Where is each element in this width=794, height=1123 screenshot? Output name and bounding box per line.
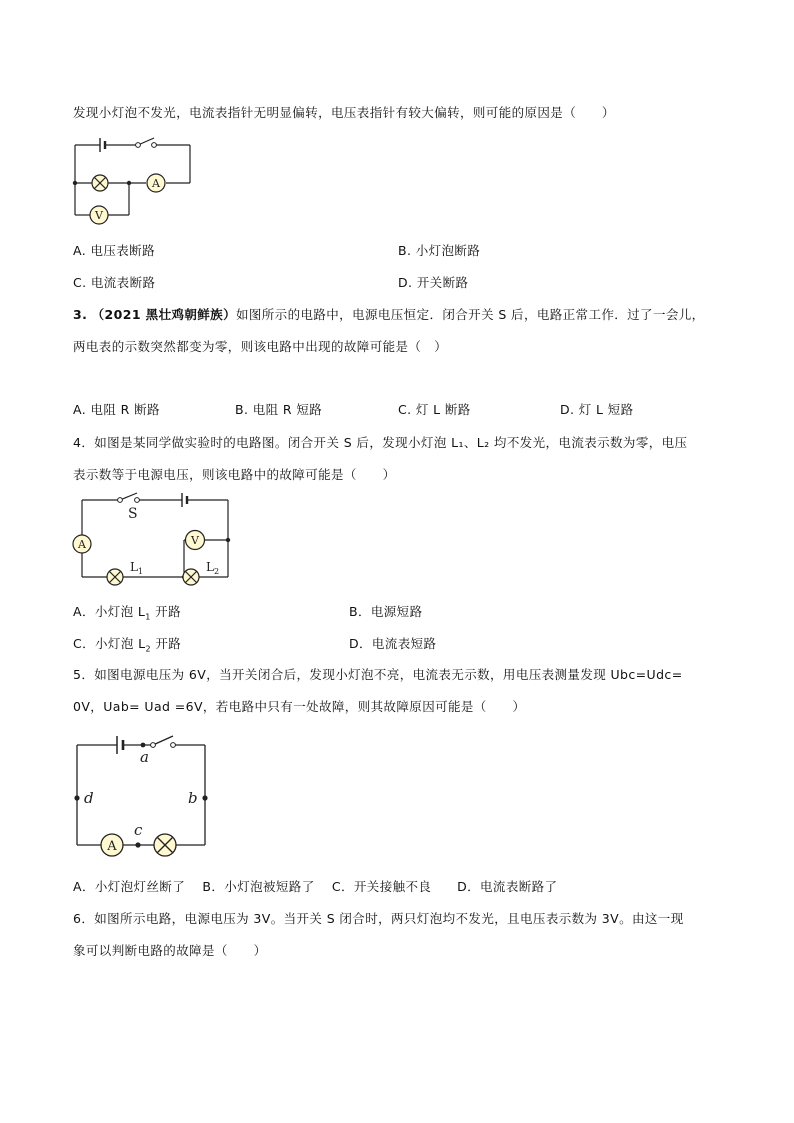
q4-switch-label: S bbox=[128, 506, 138, 522]
q2-circuit-diagram bbox=[70, 130, 195, 225]
q4-stem-line-1: 4．如图是某同学做实验时的电路图。闭合开关 S 后，发现小灯泡 L₁、L₂ 均不发光，电流表示数为零，电压 bbox=[73, 435, 688, 450]
q2-option-d[interactable]: D. 开关断路 bbox=[398, 275, 469, 290]
q6-stem-line-1: 6．如图所示电路，电源电压为 3V。当开关 S 闭合时，两只灯泡均不发光，且电压表示数为 3V。由这一现 bbox=[73, 911, 684, 926]
q5-options[interactable]: A．小灯泡灯丝断了 B．小灯泡被短路了 C．开关接触不良 D．电流表断路了 bbox=[73, 879, 558, 894]
q4-option-b[interactable]: B．电源短路 bbox=[349, 604, 423, 619]
q4-ammeter-label: A bbox=[78, 538, 86, 551]
q3-stem-line-1 bbox=[73, 305, 705, 323]
q4-option-c-suffix: 开路 bbox=[150, 636, 182, 651]
q4-option-a-text: A．小灯泡 L bbox=[73, 604, 146, 619]
q4-option-a[interactable] bbox=[73, 602, 181, 622]
q4-voltmeter-label: V bbox=[191, 534, 199, 547]
q3-option-b[interactable]: B. 电阻 R 短路 bbox=[235, 402, 323, 417]
q4-lamp-2-label: $L_2$ bbox=[206, 560, 220, 576]
q4-option-a-suffix: 开路 bbox=[150, 604, 181, 619]
q3-source: （2021 黑壮鸡朝鲜族） bbox=[91, 307, 236, 322]
q5-point-c-label: c bbox=[134, 821, 143, 839]
q4-option-d[interactable]: D．电流表短路 bbox=[349, 636, 437, 651]
q5-ammeter-label: A bbox=[107, 839, 117, 854]
q4-lamp-2-icon bbox=[183, 569, 199, 585]
q5-point-a-label: a bbox=[140, 748, 149, 766]
q3-number: 3. bbox=[73, 307, 88, 322]
q5-stem-line-2: 0V，Uab= Uad =6V，若电路中只有一处故障，则其故障原因可能是（ ） bbox=[73, 699, 526, 714]
q4-option-c-sub: 2 bbox=[145, 644, 151, 654]
q4-option-c-text: C．小灯泡 L bbox=[73, 636, 146, 651]
q3-stem-line-2: 两电表的示数突然都变为零，则该电路中出现的故障可能是（ ） bbox=[73, 339, 448, 354]
q4-option-a-sub: 1 bbox=[145, 612, 151, 622]
q3-option-a[interactable]: A. 电阻 R 断路 bbox=[73, 402, 160, 417]
q2-option-b[interactable]: B. 小灯泡断路 bbox=[398, 243, 481, 258]
q2-voltmeter-label: V bbox=[95, 209, 103, 222]
q2-ammeter-label: A bbox=[152, 177, 160, 190]
q2-option-a[interactable]: A. 电压表断路 bbox=[73, 243, 155, 258]
q3-option-d[interactable]: D. 灯 L 短路 bbox=[560, 402, 634, 417]
q5-point-b-label: b bbox=[188, 789, 198, 807]
q5-circuit-diagram bbox=[70, 730, 215, 860]
q3-stem-text: 如图所示的电路中，电源电压恒定．闭合开关 S 后，电路正常工作．过了一会儿， bbox=[235, 307, 705, 322]
q5-point-d-label: d bbox=[84, 789, 94, 807]
q4-lamp-1-icon bbox=[107, 569, 123, 585]
q5-lamp-icon bbox=[154, 834, 176, 856]
q4-circuit-diagram bbox=[68, 485, 238, 595]
q2-stem: 发现小灯泡不发光，电流表指针无明显偏转，电压表指针有较大偏转，则可能的原因是（ ） bbox=[73, 105, 615, 120]
q5-stem-line-1: 5．如图电源电压为 6V，当开关闭合后，发现小灯泡不亮，电流表无示数，用电压表测量发现 Ubc=Udc= bbox=[73, 667, 683, 682]
q4-stem-line-2: 表示数等于电源电压，则该电路中的故障可能是（ ） bbox=[73, 467, 396, 482]
q2-lamp-icon bbox=[92, 175, 108, 191]
q3-option-c[interactable]: C. 灯 L 断路 bbox=[398, 402, 471, 417]
q4-lamp-1-label: $L_1$ bbox=[130, 560, 144, 576]
q4-option-c[interactable] bbox=[73, 634, 181, 654]
q6-stem-line-2: 象可以判断电路的故障是（ ） bbox=[73, 943, 267, 958]
q2-option-c[interactable]: C. 电流表断路 bbox=[73, 275, 156, 290]
